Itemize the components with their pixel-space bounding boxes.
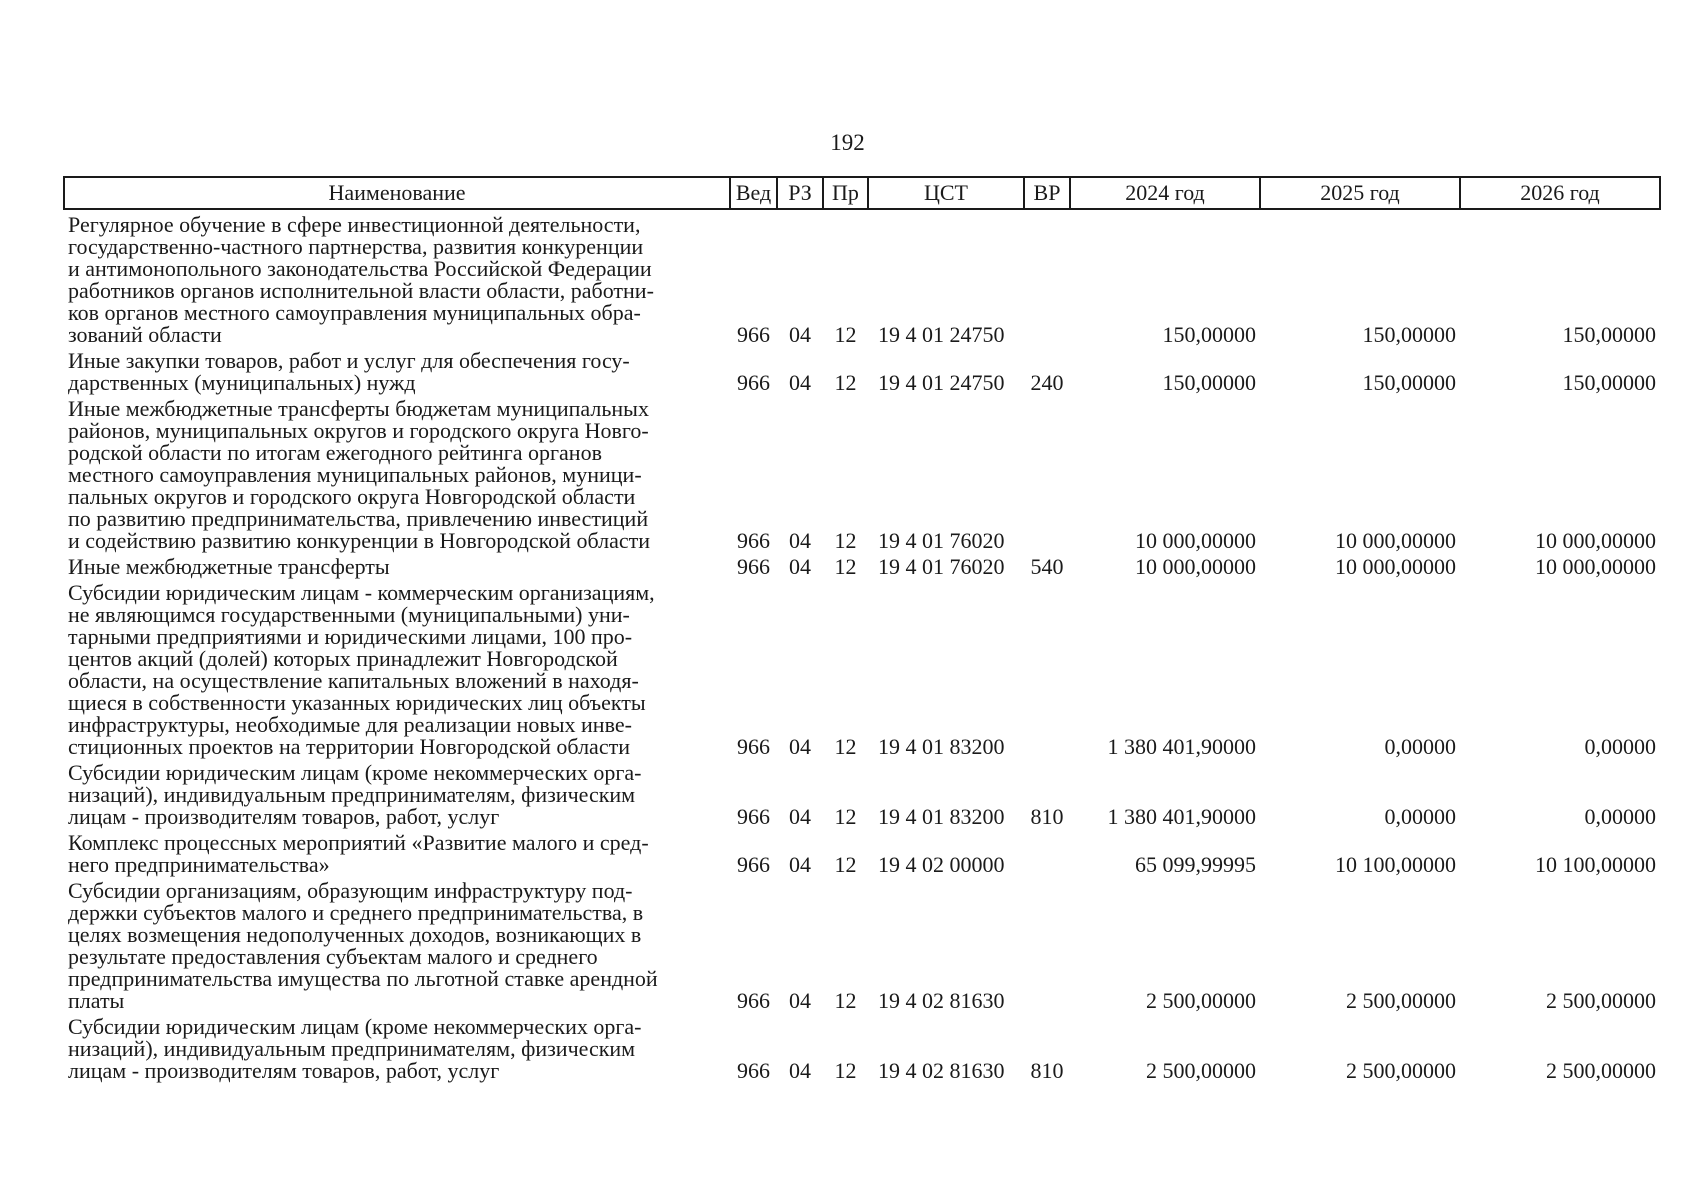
cell-vr — [1024, 828, 1070, 876]
name-line: него предпринимательства» — [68, 852, 330, 877]
cell-2024: 10 000,00000 — [1135, 554, 1256, 579]
name-line: держки субъектов малого и среднего предпринимательства, в — [68, 900, 644, 925]
cell-name — [64, 828, 730, 876]
name-line: тарными предприятиями и юридическими лицами, 100 про- — [68, 624, 633, 649]
cell-2025: 2 500,00000 — [1346, 988, 1456, 1013]
name-line: низаций), индивидуальным предпринимателям, физическим — [68, 1036, 636, 1061]
cell-ved: 966 — [737, 804, 770, 829]
cell-2024: 10 000,00000 — [1135, 528, 1256, 553]
cell-2025: 0,00000 — [1384, 734, 1456, 759]
header-name: Наименование — [64, 177, 730, 209]
header-pr: Пр — [823, 177, 868, 209]
cell-2025: 10 000,00000 — [1335, 528, 1456, 553]
cell-cst: 19 4 02 81630 — [878, 988, 1005, 1013]
name-line: не являющимся государственными (муниципальными) уни- — [68, 602, 630, 627]
name-line: работников органов исполнительной власти области, работни- — [68, 278, 654, 303]
cell-2024: 150,00000 — [1162, 370, 1256, 395]
cell-pr: 12 — [834, 734, 857, 759]
cell-2025: 2 500,00000 — [1346, 1058, 1456, 1083]
name-line: и содействию развитию конкуренции в Новгородской области — [68, 528, 650, 553]
cell-rz: 04 — [789, 554, 811, 579]
name-line: центов акций (долей) которых принадлежит Новгородской — [68, 646, 618, 671]
cell-name — [64, 578, 730, 758]
name-line: Иные межбюджетные трансферты бюджетам муниципальных — [68, 396, 649, 421]
cell-2025: 150,00000 — [1362, 322, 1456, 347]
cell-ved: 966 — [737, 528, 770, 553]
name-line: дарственных (муниципальных) нужд — [68, 370, 416, 395]
cell-vr: 540 — [1030, 554, 1064, 579]
cell-2025: 10 100,00000 — [1335, 852, 1456, 877]
cell-name — [64, 394, 730, 552]
name-line: Субсидии юридическим лицам - коммерческим организациям, — [68, 580, 655, 605]
cell-vr: 810 — [1030, 804, 1064, 829]
table-row — [64, 578, 1660, 758]
table-body — [64, 209, 1660, 1082]
name-line: инфраструктуры, необходимые для реализации новых инве- — [68, 712, 632, 737]
cell-rz: 04 — [789, 734, 811, 759]
cell-ved: 966 — [737, 370, 770, 395]
name-line: низаций), индивидуальным предпринимателям, физическим — [68, 782, 636, 807]
cell-2024: 150,00000 — [1162, 322, 1256, 347]
cell-2024: 2 500,00000 — [1146, 1058, 1256, 1083]
cell-pr: 12 — [834, 804, 857, 829]
cell-rz: 04 — [789, 804, 811, 829]
cell-pr: 12 — [834, 554, 857, 579]
cell-2026: 0,00000 — [1584, 734, 1656, 759]
cell-2026: 2 500,00000 — [1546, 1058, 1656, 1083]
cell-pr: 12 — [834, 528, 857, 553]
cell-pr: 12 — [834, 988, 857, 1013]
page-number: 192 — [830, 130, 865, 155]
cell-vr — [1024, 209, 1070, 346]
cell-cst: 19 4 02 00000 — [878, 852, 1005, 877]
name-line: стиционных проектов на территории Новгородской области — [68, 734, 630, 759]
name-line: Иные закупки товаров, работ и услуг для обеспечения госу- — [68, 348, 630, 373]
name-line: предпринимательства имущества по льготной ставке арендной — [68, 966, 658, 991]
name-line: целях возмещения недополученных доходов, возникающих в — [68, 922, 642, 947]
cell-name — [64, 758, 730, 828]
cell-pr: 12 — [834, 370, 857, 395]
cell-2024: 2 500,00000 — [1146, 988, 1256, 1013]
name-line: и антимонопольного законодательства Российской Федерации — [68, 256, 652, 281]
cell-cst: 19 4 01 83200 — [878, 734, 1005, 759]
table-header-row — [64, 177, 1660, 209]
cell-2024: 1 380 401,90000 — [1107, 734, 1256, 759]
header-vr: ВР — [1024, 177, 1070, 209]
cell-name — [64, 552, 730, 578]
cell-2025: 10 000,00000 — [1335, 554, 1456, 579]
cell-vr: 810 — [1030, 1058, 1064, 1083]
cell-ved: 966 — [737, 988, 770, 1013]
name-line: государственно-частного партнерства, развития конкуренции — [68, 234, 644, 259]
cell-vr: 240 — [1030, 370, 1064, 395]
header-2025: 2025 год — [1260, 177, 1460, 209]
header-2026: 2026 год — [1460, 177, 1660, 209]
cell-rz: 04 — [789, 528, 811, 553]
cell-2026: 150,00000 — [1562, 322, 1656, 347]
header-2024: 2024 год — [1070, 177, 1260, 209]
cell-name — [64, 346, 730, 394]
cell-name — [64, 876, 730, 1012]
cell-cst: 19 4 02 81630 — [878, 1058, 1005, 1083]
cell-vr — [1024, 578, 1070, 758]
cell-2026: 2 500,00000 — [1546, 988, 1656, 1013]
name-line: Иные межбюджетные трансферты — [68, 554, 390, 579]
name-line: платы — [68, 988, 125, 1013]
cell-rz: 04 — [789, 852, 811, 877]
table-row — [64, 209, 1660, 346]
name-line: результате предоставления субъектам малого и среднего — [68, 944, 598, 969]
cell-cst: 19 4 01 83200 — [878, 804, 1005, 829]
name-line: пальных округов и городского округа Новгородской области — [68, 484, 636, 509]
cell-2025: 0,00000 — [1384, 804, 1456, 829]
cell-cst: 19 4 01 24750 — [878, 370, 1005, 395]
name-line: местного самоуправления муниципальных районов, муници- — [68, 462, 642, 487]
cell-cst: 19 4 01 76020 — [878, 528, 1005, 553]
cell-cst: 19 4 01 76020 — [878, 554, 1005, 579]
cell-pr: 12 — [834, 852, 857, 877]
cell-name — [64, 1012, 730, 1082]
cell-2025: 150,00000 — [1362, 370, 1456, 395]
cell-vr — [1024, 876, 1070, 1012]
name-line: районов, муниципальных округов и городского округа Новго- — [68, 418, 649, 443]
name-line: лицам - производителям товаров, работ, услуг — [68, 1058, 500, 1083]
cell-rz: 04 — [789, 1058, 811, 1083]
header-ved: Вед — [730, 177, 777, 209]
budget-table — [63, 176, 1661, 1082]
cell-name — [64, 209, 730, 346]
cell-ved: 966 — [737, 1058, 770, 1083]
name-line: области, на осуществление капитальных вложений в находя- — [68, 668, 639, 693]
cell-ved: 966 — [737, 852, 770, 877]
name-line: Субсидии организациям, образующим инфраструктуру под- — [68, 878, 633, 903]
name-line: Регулярное обучение в сфере инвестиционной деятельности, — [68, 212, 641, 237]
cell-2026: 10 100,00000 — [1535, 852, 1656, 877]
cell-ved: 966 — [737, 554, 770, 579]
header-rz: РЗ — [777, 177, 823, 209]
cell-2026: 10 000,00000 — [1535, 528, 1656, 553]
cell-ved: 966 — [737, 322, 770, 347]
table-row — [64, 758, 1660, 828]
cell-cst: 19 4 01 24750 — [878, 322, 1005, 347]
name-line: Комплекс процессных мероприятий «Развитие малого и сред- — [68, 830, 649, 855]
name-line: Субсидии юридическим лицам (кроме некоммерческих орга- — [68, 1014, 642, 1039]
table-row — [64, 346, 1660, 394]
cell-2024: 65 099,99995 — [1135, 852, 1256, 877]
name-line: Субсидии юридическим лицам (кроме некоммерческих орга- — [68, 760, 642, 785]
cell-2026: 150,00000 — [1562, 370, 1656, 395]
name-line: щиеся в собственности указанных юридических лиц объекты — [68, 690, 646, 715]
cell-2026: 0,00000 — [1584, 804, 1656, 829]
table-row — [64, 552, 1660, 578]
name-line: по развитию предпринимательства, привлечению инвестиций — [68, 506, 649, 531]
cell-ved: 966 — [737, 734, 770, 759]
cell-pr: 12 — [834, 322, 857, 347]
name-line: зований области — [68, 322, 222, 347]
cell-rz: 04 — [789, 370, 811, 395]
name-line: родской области по итогам ежегодного рейтинга органов — [68, 440, 602, 465]
cell-rz: 04 — [789, 988, 811, 1013]
cell-2024: 1 380 401,90000 — [1107, 804, 1256, 829]
table-row — [64, 1012, 1660, 1082]
table-row — [64, 876, 1660, 1012]
cell-2026: 10 000,00000 — [1535, 554, 1656, 579]
cell-rz: 04 — [789, 322, 811, 347]
table-row — [64, 394, 1660, 552]
header-cst: ЦСТ — [868, 177, 1024, 209]
name-line: лицам - производителям товаров, работ, услуг — [68, 804, 500, 829]
cell-pr: 12 — [834, 1058, 857, 1083]
cell-vr — [1024, 394, 1070, 552]
table-row — [64, 828, 1660, 876]
name-line: ков органов местного самоуправления муниципальных обра- — [68, 300, 641, 325]
